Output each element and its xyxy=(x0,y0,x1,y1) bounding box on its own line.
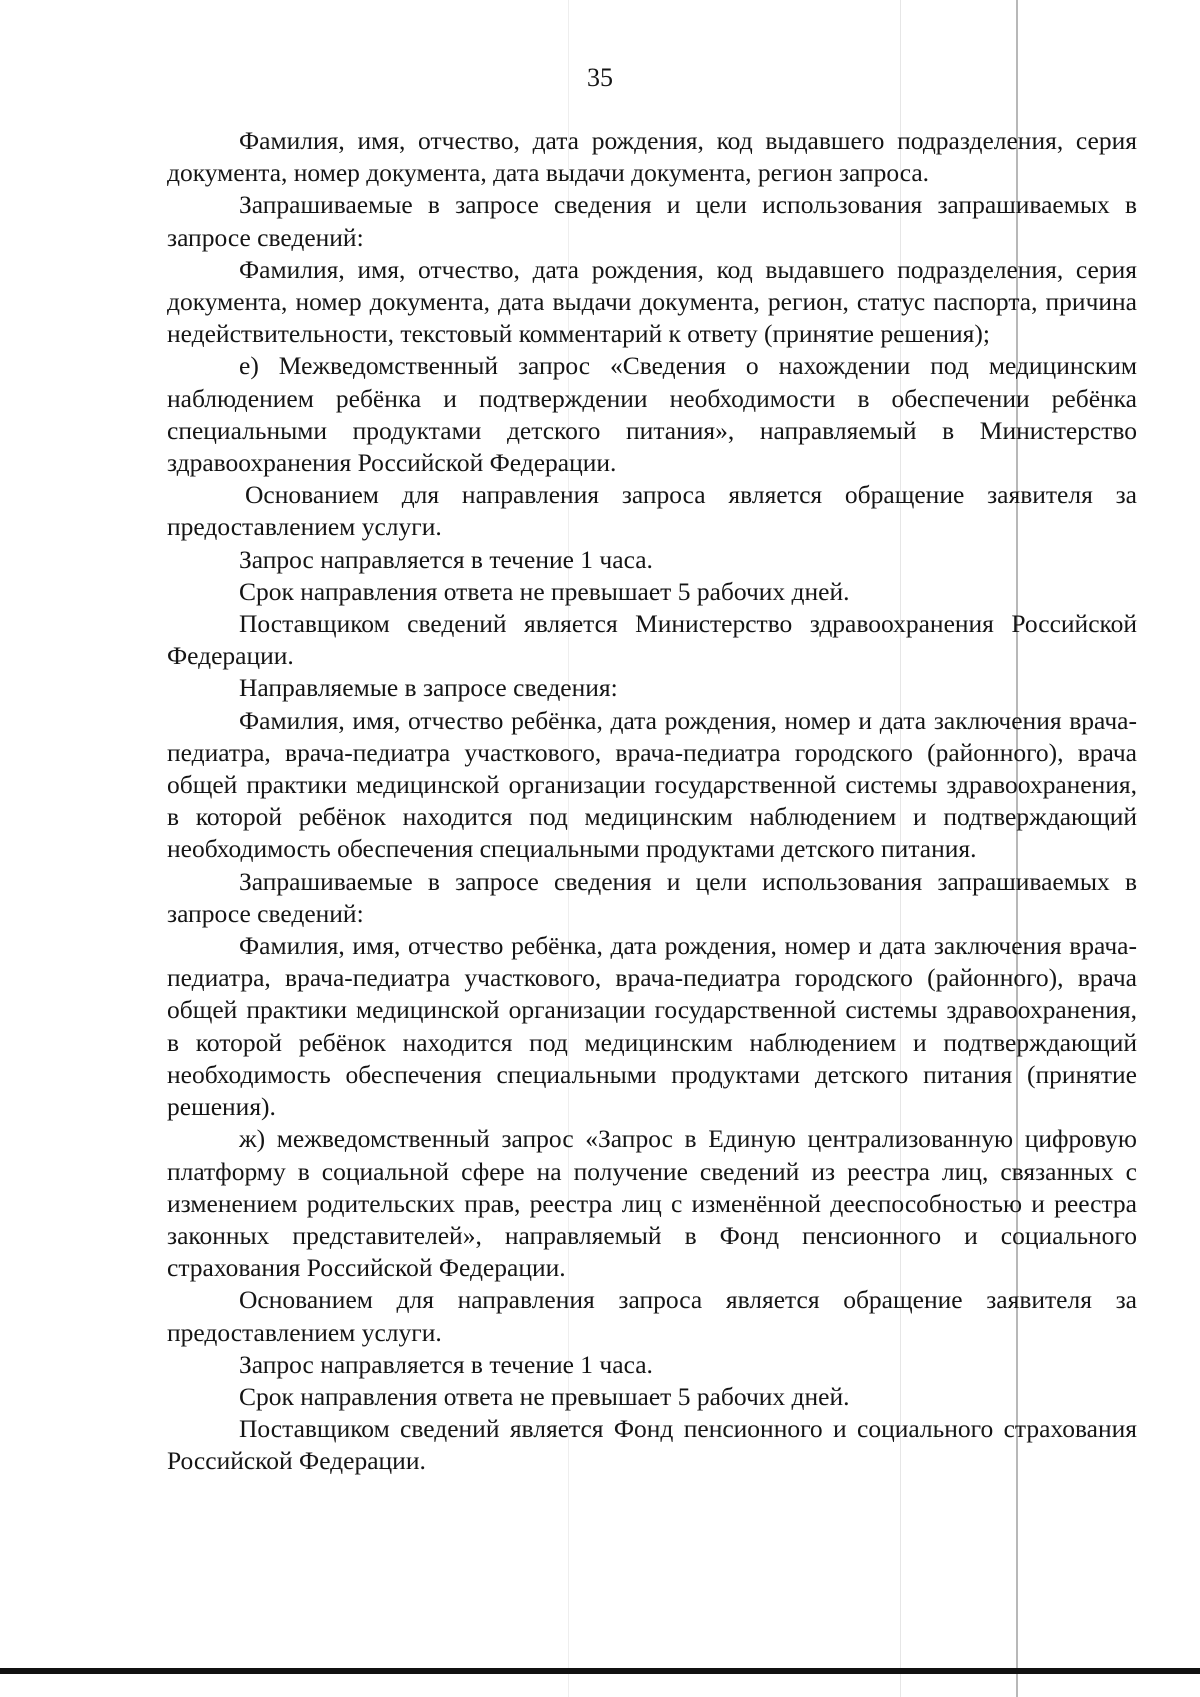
paragraph: Направляемые в запросе сведения: xyxy=(239,673,618,703)
paragraph: Поставщиком сведений является Фонд пенсионного и социального страхования Российской Федерации. xyxy=(167,1414,1137,1476)
document-body xyxy=(167,125,1137,1478)
paragraph: Запрашиваемые в запросе сведения и цели использования запрашиваемых в запросе сведений: xyxy=(167,190,1137,252)
page-number: 35 xyxy=(587,63,613,92)
paragraph: Фамилия, имя, отчество ребёнка, дата рождения, номер и дата заключения врача-педиатра, врача-педиатра участкового, врача-педиатра городского (районного), врача общей практики медицинской организации государственной системы здравоохранения, в которой ребёнок находится под медицинским наблюдением и подтверждающий необходимость обеспечения специальными продуктами детского питания. xyxy=(167,705,1137,864)
paragraph: Запрашиваемые в запросе сведения и цели использования запрашиваемых в запросе сведений: xyxy=(167,866,1137,928)
scan-bottom-edge xyxy=(0,1668,1200,1674)
paragraph: Фамилия, имя, отчество, дата рождения, код выдавшего подразделения, серия документа, номер документа, дата выдачи документа, регион, статус паспорта, причина недействительности, текстовый комментарий к ответу (принятие решения); xyxy=(167,254,1137,349)
paragraph: Срок направления ответа не превышает 5 рабочих дней. xyxy=(239,1381,850,1411)
paragraph: Запрос направляется в течение 1 часа. xyxy=(239,544,653,574)
paragraph: Основанием для направления запроса является обращение заявителя за предоставлением услуги. xyxy=(167,1285,1137,1347)
paragraph: Основанием для направления запроса является обращение заявителя за предоставлением услуги. xyxy=(167,480,1137,542)
paragraph: Поставщиком сведений является Министерство здравоохранения Российской Федерации. xyxy=(167,609,1137,671)
paragraph: ж) межведомственный запрос «Запрос в Единую централизованную цифровую платформу в социальной сфере на получение сведений из реестра лиц, связанных с изменением родительских прав, реестра лиц с изменённой дееспособностью и реестра законных представителей», направляемый в Фонд пенсионного и социального страхования Российской Федерации. xyxy=(167,1124,1137,1283)
paragraph: Фамилия, имя, отчество ребёнка, дата рождения, номер и дата заключения врача-педиатра, врача-педиатра участкового, врача-педиатра городского (районного), врача общей практики медицинской организации государственной системы здравоохранения, в которой ребёнок находится под медицинским наблюдением и подтверждающий необходимость обеспечения специальными продуктами детского питания (принятие решения). xyxy=(167,931,1137,1122)
paragraph: Срок направления ответа не превышает 5 рабочих дней. xyxy=(239,576,850,606)
paragraph: Запрос направляется в течение 1 часа. xyxy=(239,1349,653,1379)
paragraph: Фамилия, имя, отчество, дата рождения, код выдавшего подразделения, серия документа, номер документа, дата выдачи документа, регион запроса. xyxy=(167,126,1137,188)
paragraph: е) Межведомственный запрос «Сведения о нахождении под медицинским наблюдением ребёнка и подтверждении необходимости в обеспечении ребёнка специальными продуктами детского питания», направляемый в Министерство здравоохранения Российской Федерации. xyxy=(167,351,1137,478)
